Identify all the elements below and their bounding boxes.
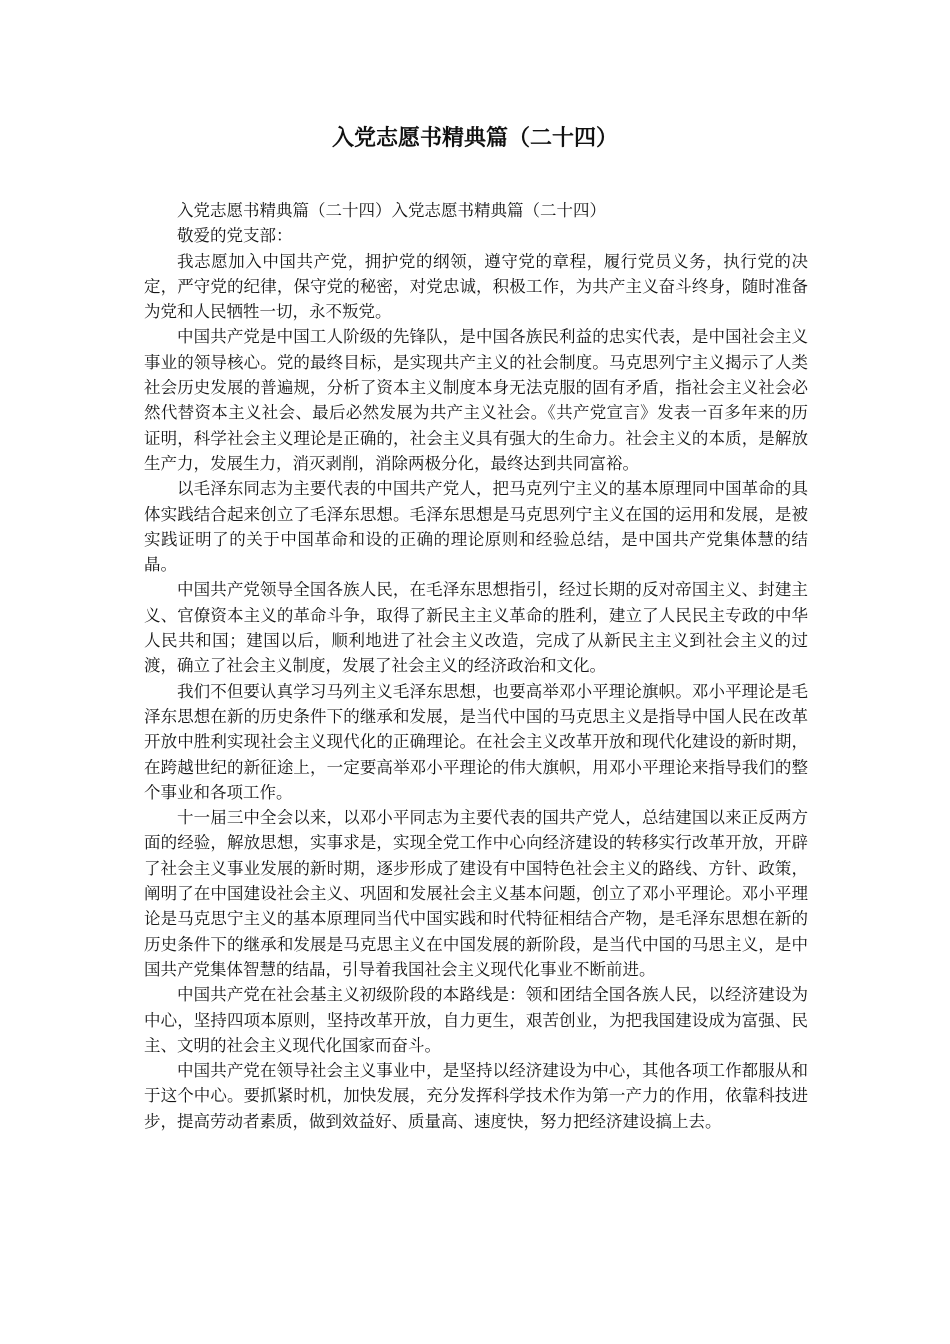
document-title: 入党志愿书精典篇（二十四） — [331, 125, 618, 151]
paragraph: 我志愿加入中国共产党，拥护党的纲领，遵守党的章程，履行党员义务，执行党的决定，严守党的纪律，保守党的秘密，对党忠诚，积极工作，为共产主义奋斗终身，随时准备为党和人民牺牲一切，永不叛党。 — [144, 251, 808, 322]
paragraph: 我们不但要认真学习马列主义毛泽东思想，也要高举邓小平理论旗帜。邓小平理论是毛泽东思想在新的历史条件下的继承和发展，是当代中国的马克思主义是指导中国人民在改革开放中胜利实现社会主义现代化的正确理论。在社会主义改革开放和现代化建设的新时期，在跨越世纪的新征途上，一定要高举邓小平理论的伟大旗帜，用邓小平理论来指导我们的整个事业和各项工作。 — [144, 681, 808, 802]
paragraph: 中国共产党是中国工人阶级的先锋队，是中国各族民利益的忠实代表，是中国社会主义事业的领导核心。党的最终目标，是实现共产主义的社会制度。马克思列宁主义揭示了人类社会历史发展的普遍规，分析了资本主义制度本身无法克服的固有矛盾，指社会主义社会必然代替资本主义社会、最后必然发展为共产主义社会。《共产党宣言》发表一百多年来的历证明，科学社会主义理论是正确的，社会主义具有强大的生命力。社会主义的本质，是解放生产力，发展生力，消灭剥削，消除两极分化，最终达到共同富裕。 — [144, 327, 808, 473]
paragraph: 中国共产党在领导社会主义事业中，是坚持以经济建设为中心，其他各项工作都服从和于这个中心。要抓紧时机，加快发展，充分发挥科学技术作为第一产力的作用，依靠科技进步，提高劳动者素质，做到效益好、质量高、速度快，努力把经济建设搞上去。 — [144, 1061, 808, 1131]
paragraph: 中国共产党在社会基主义初级阶段的本路线是：领和团结全国各族人民，以经济建设为中心，坚持四项本原则，坚持改革开放，自力更生，艰苦创业，为把我国建设成为富强、民主、文明的社会主义现代化国家而奋斗。 — [144, 985, 808, 1055]
paragraph: 以毛泽东同志为主要代表的中国共产党人，把马克列宁主义的基本原理同中国革命的具体实践结合起来创立了毛泽东思想。毛泽东思想是马克思列宁主义在国的运用和发展，是被实践证明了的关于中国革命和设的正确的理论原则和经验总结，是中国共产党集体慧的结晶。 — [144, 479, 808, 575]
paragraph: 十一届三中全会以来，以邓小平同志为主要代表的国共产党人，总结建国以来正反两方面的经验，解放思想，实事求是，实现全党工作中心向经济建设的转移实行改革开放，开辟了社会主义事业发展的新时期，逐步形成了建设有中国特色社会主义的路线、方针、政策，阐明了在中国建设社会主义、巩固和发展社会主义基本问题，创立了邓小平理论。邓小平理论是马克思宁主义的基本原理同当代中国实践和时代特征相结合产物，是毛泽东思想在新的历史条件下的继承和发展是马克思主义在中国发展的新阶段，是当代中国的马思主义，是中国共产党集体智慧的结晶，引导着我国社会主义现代化事业不断前进。 — [144, 808, 808, 979]
paragraph-subtitle: 入党志愿书精典篇（二十四）入党志愿书精典篇（二十四） — [177, 201, 606, 220]
paragraph-salutation: 敬爱的党支部： — [177, 226, 293, 246]
document-body — [144, 198, 808, 1134]
paragraph: 中国共产党领导全国各族人民，在毛泽东思想指引，经过长期的反对帝国主义、封建主义、官僚资本主义的革命斗争，取得了新民主主义革命的胜利，建立了人民民主专政的中华人民共和国；建国以后，顺利地进了社会主义改造，完成了从新民主主义到社会主义的过渡，确立了社会主义制度，发展了社会主义的经济政治和文化。 — [144, 580, 808, 676]
